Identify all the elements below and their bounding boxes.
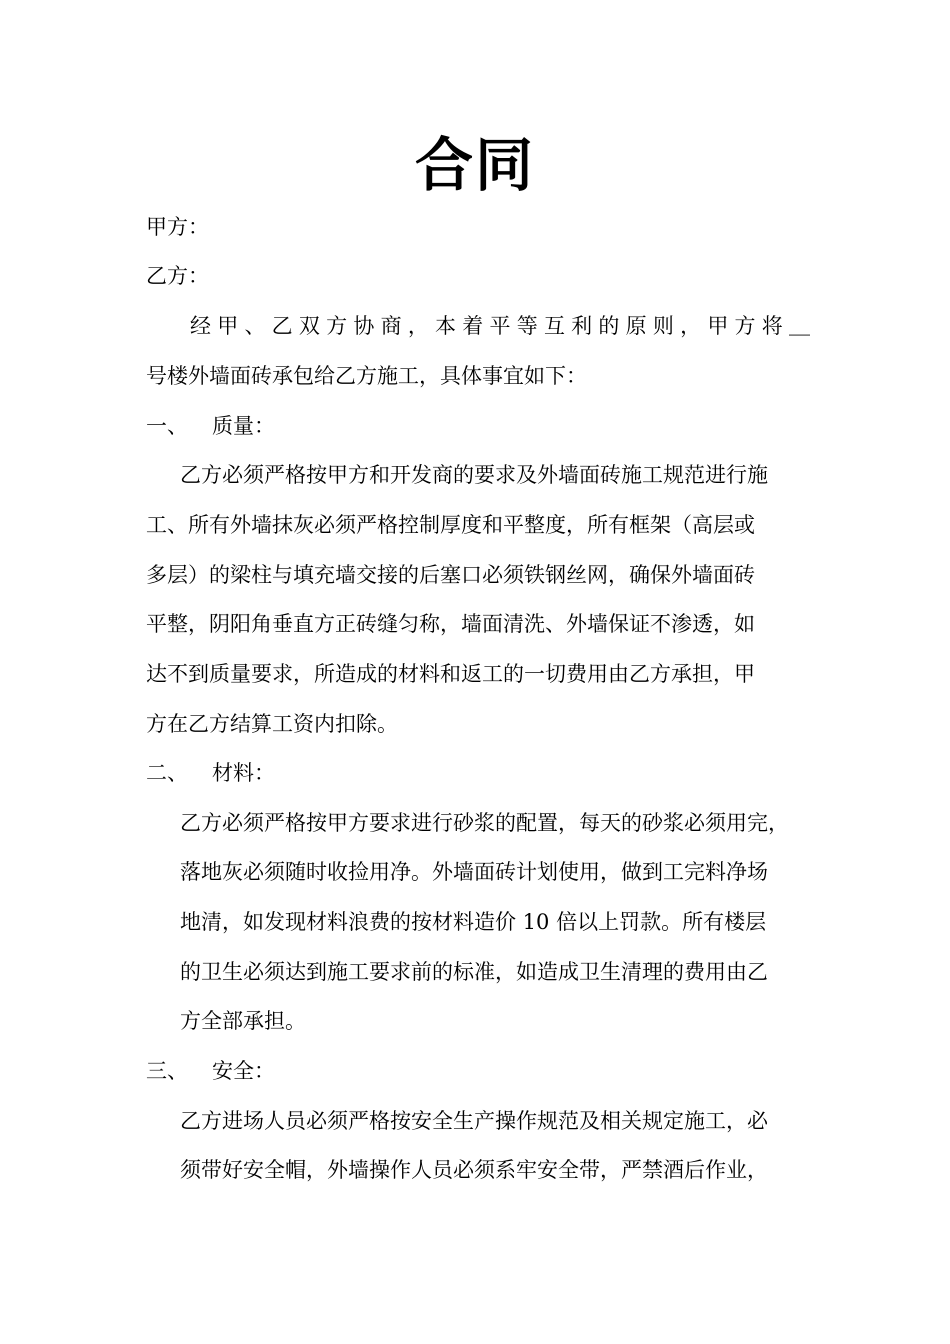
section-3-heading <box>146 1056 275 1086</box>
section-1-line-2: 工、所有外墙抹灰必须严格控制厚度和平整度，所有框架（高层或 <box>146 513 755 537</box>
party-a-label: 甲方： <box>146 215 209 239</box>
section-2-line-1: 乙方必须严格按甲方要求进行砂浆的配置，每天的砂浆必须用完， <box>180 811 789 835</box>
party-b-label: 乙方： <box>146 264 209 288</box>
intro-line-1: 经甲、乙双方协商，本着平等互利的原则，甲方将＿ <box>190 314 810 338</box>
document-title: 合同 <box>414 131 535 199</box>
intro-line-2: 号楼外墙面砖承包给乙方施工，具体事宜如下： <box>146 364 587 388</box>
section-2-title: 材料： <box>212 761 275 785</box>
section-2-line-4: 的卫生必须达到施工要求前的标准，如造成卫生清理的费用由乙 <box>180 960 768 984</box>
section-1-line-1: 乙方必须严格按甲方和开发商的要求及外墙面砖施工规范进行施 <box>180 463 768 487</box>
section-2-heading <box>146 758 275 788</box>
section-2-number: 二、 <box>146 761 188 785</box>
section-3-title: 安全： <box>212 1059 275 1083</box>
section-3-number: 三、 <box>146 1059 188 1083</box>
section-2-line-5: 方全部承担。 <box>180 1009 306 1033</box>
section-1-line-6: 方在乙方结算工资内扣除。 <box>146 712 398 736</box>
section-2-line-2: 落地灰必须随时收捡用净。外墙面砖计划使用，做到工完料净场 <box>180 860 768 884</box>
section-1-title: 质量： <box>212 414 275 438</box>
section-1-line-4: 平整，阴阳角垂直方正砖缝匀称，墙面清洗、外墙保证不渗透，如 <box>146 612 755 636</box>
section-1-line-5: 达不到质量要求，所造成的材料和返工的一切费用由乙方承担，甲 <box>146 662 755 686</box>
section-1-heading <box>146 411 275 441</box>
section-3-line-2: 须带好安全帽，外墙操作人员必须系牢安全带，严禁酒后作业， <box>180 1158 768 1182</box>
section-1-line-3: 多层）的梁柱与填充墙交接的后塞口必须铁钢丝网，确保外墙面砖 <box>146 563 755 587</box>
section-3-line-1: 乙方进场人员必须严格按安全生产操作规范及相关规定施工，必 <box>180 1109 768 1133</box>
section-1-number: 一、 <box>146 414 188 438</box>
section-2-line-3: 地清，如发现材料浪费的按材料造价 10 倍以上罚款。所有楼层 <box>180 910 767 934</box>
